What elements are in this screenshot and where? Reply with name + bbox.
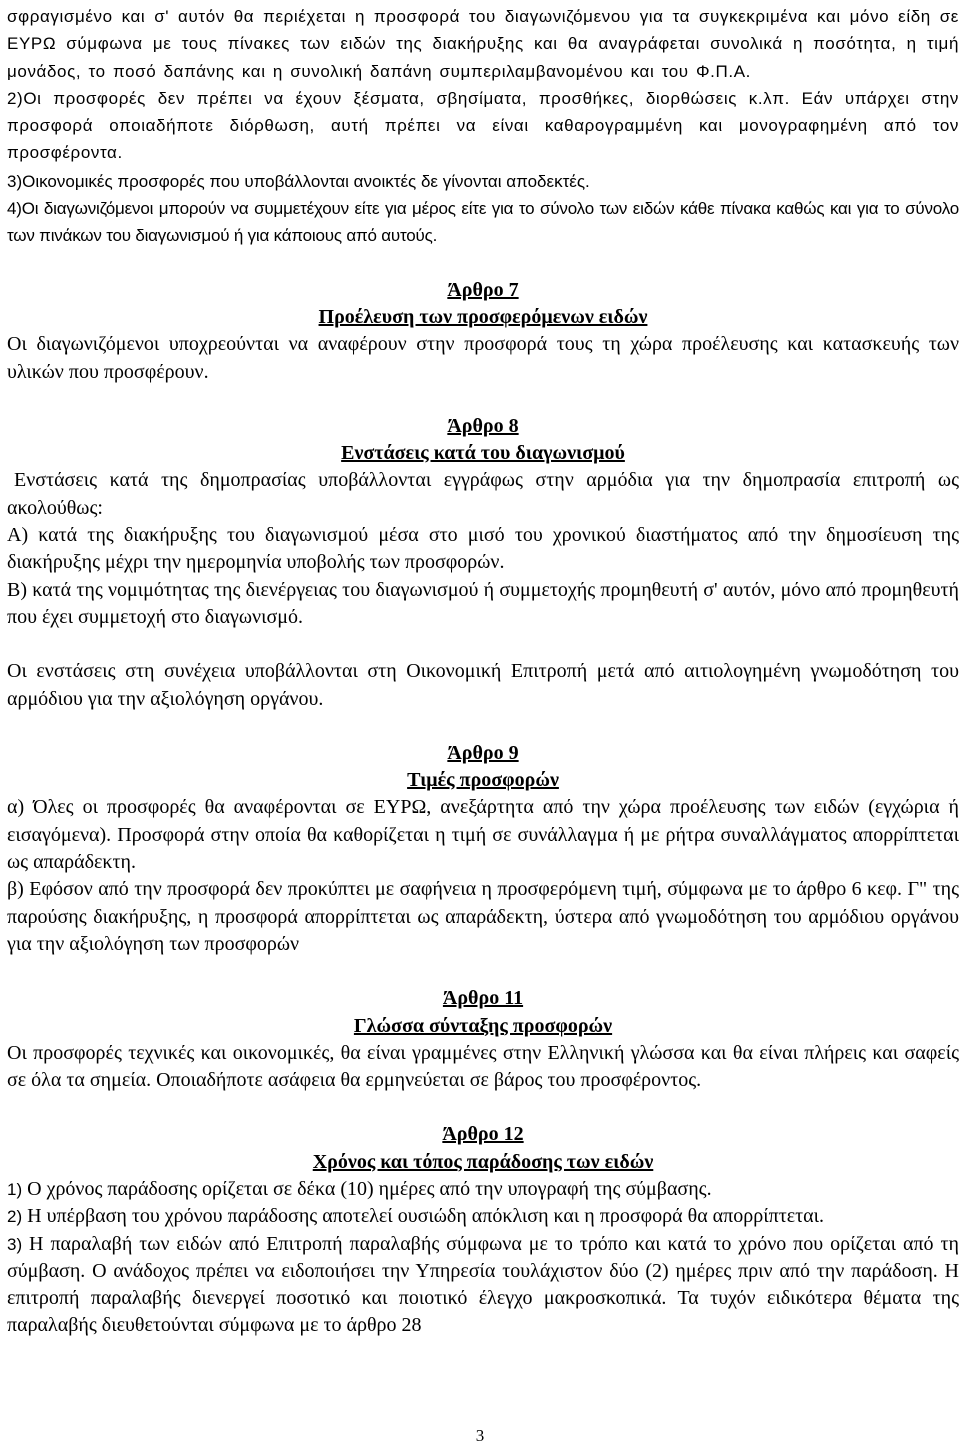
intro-paragraph-4: 4)Οι διαγωνιζόμενοι μπορούν να συμμετέχουν είτε για μέρος είτε για το σύνολο των ειδών κάθε πίνακα καθώς και για το σύνολο των πινάκων του διαγωνισμού ή για κάποιους από αυτούς. [7,199,959,246]
article-7-number: Άρθρο 7 [447,278,519,301]
article-8-title: Ενστάσεις κατά του διαγωνισμού [341,442,625,465]
intro-paragraph-3: 3)Οικονομικές προσφορές που υποβάλλονται ανοικτές δε γίνονται αποδεκτές. [7,171,590,191]
article-12-item-1-text: Ο χρόνος παράδοσης ορίζεται σε δέκα (10) ημέρες από την υπογραφή της σύμβασης. [22,1177,712,1200]
article-11-paragraph: Οι προσφορές τεχνικές και οικονομικές, θα είναι γραμμένες στην Ελληνική γλώσσα και θα είναι πλήρεις και σαφείς σε όλα τα σημεία. Οποιαδήποτε ασάφεια θα ερμηνεύεται σε βάρος του προσφέροντος. [7,1041,959,1092]
article-12-item-2-number: 2) [7,1207,23,1227]
article-7-title: Προέλευση των προσφερόμενων ειδών [318,305,648,328]
article-9-number: Άρθρο 9 [447,741,519,764]
article-12-item-1-number: 1) [7,1179,23,1199]
article-12-number: Άρθρο 12 [442,1123,524,1146]
article-12-item-2 [7,1203,959,1230]
article-11-number: Άρθρο 11 [442,987,524,1010]
intro-paragraph-2: 2)Οι προσφορές δεν πρέπει να έχουν ξέσματα, σβησίματα, προσθήκες, διορθώσεις κ.λπ. Εάν υπάρχει στην προσφορά οποιαδήποτε διόρθωση, αυτή πρέπει να είναι καθαρογραμμένη και μονογραφημένη από τον προσφέροντα. [7,88,959,163]
document-page [7,0,959,1340]
page-number: 3 [475,1426,485,1445]
article-12-item-2-text: Η υπέρβαση του χρόνου παράδοσης αποτελεί ουσιώδη απόκλιση και η προσφορά θα απορρίπτεται. [22,1205,825,1228]
intro-paragraph-1: σφραγισμένο και σ' αυτόν θα περιέχεται η προσφορά του διαγωνιζόμενου για τα συγκεκριμένα και μόνο είδη σε ΕΥΡΩ σύμφωνα με τους πίνακες των ειδών της διακήρυξης και θα αναγράφεται συνολικά η ποσότητα, η τιμή μονάδος, το ποσό δαπάνης και η συνολική δαπάνη συμπεριλαμβανομένου και του Φ.Π.Α. [7,7,959,81]
article-12-item-1 [7,1176,959,1203]
article-7-paragraph: Οι διαγωνιζόμενοι υποχρεούνται να αναφέρουν στην προσφορά τους τη χώρα προέλευσης και κατασκευής των υλικών που προσφέρουν. [7,333,959,383]
article-12-item-3-text: Η παραλαβή των ειδών από Επιτροπή παραλαβής σύμφωνα με το τρόπο και κατά το χρόνο που ορίζεται από τη σύμβαση. Ο ανάδοχος πρέπει να ειδοποιήσει την Υπηρεσία τουλάχιστον δύο (2) ημέρες πριν από την παράδοση. Η επιτροπή παραλαβής διενεργεί ποσοτικό και ποιοτικό έλεγχο μακροσκοπικά. Τα τυχόν ειδικότερα θέματα της παραλαβής διευθετούνται σύμφωνα με το άρθρο 28 [7,1232,959,1337]
article-9-title: Τιμές προσφορών [407,769,559,792]
article-12-title: Χρόνος και τόπος παράδοσης των ειδών [312,1150,654,1173]
article-8-paragraph-a: Α) κατά της διακήρυξης του διαγωνισμού μέσα στο μισό του χρονικού διαστήματος από την δημοσίευση της διακήρυξης μέχρι την ημερομηνία υποβολής των προσφορών. [7,524,959,574]
article-8-paragraph-b: Β) κατά της νομιμότητας της διενέργειας του διαγωνισμού ή συμμετοχής προμηθευτή σ' αυτόν, μόνο από προμηθευτή που έχει συμμετοχή στο διαγωνισμό. [7,578,959,628]
article-9-paragraph-a: α) Όλες οι προσφορές θα αναφέρονται σε ΕΥΡΩ, ανεξάρτητα από την χώρα προέλευσης των ειδών (εγχώρια ή εισαγόμενα). Προσφορά στην οποία θα καθορίζεται η τιμή σε συνάλλαγμα ή με ρήτρα συναλλάγματος απορρίπτεται ως απαράδεκτη. [7,796,959,874]
article-12-item-3 [7,1231,959,1340]
article-12-item-3-number: 3) [7,1234,23,1254]
article-8-number: Άρθρο 8 [447,414,519,437]
article-11-title: Γλώσσα σύνταξης προσφορών [353,1014,613,1037]
article-8-paragraph-1: Ενστάσεις κατά της δημοπρασίας υποβάλλονται εγγράφως στην αρμόδια για την δημοπρασία επιτροπή ως ακολούθως: [7,469,959,519]
article-9-paragraph-b: β) Εφόσον από την προσφορά δεν προκύπτει με σαφήνεια η προσφερόμενη τιμή, σύμφωνα με το άρθρο 6 κεφ. Γ" της παρούσης διακήρυξης, η προσφορά απορρίπτεται ως απαράδεκτη, ύστερα από γνωμοδότηση του αρμόδιου οργάνου για την αξιολόγηση των προσφορών [7,878,959,955]
article-8-paragraph-2: Οι ενστάσεις στη συνέχεια υποβάλλονται στη Οικονομική Επιτροπή μετά από αιτιολογημένη γνωμοδότηση του αρμόδιου για την αξιολόγηση οργάνου. [7,660,959,710]
